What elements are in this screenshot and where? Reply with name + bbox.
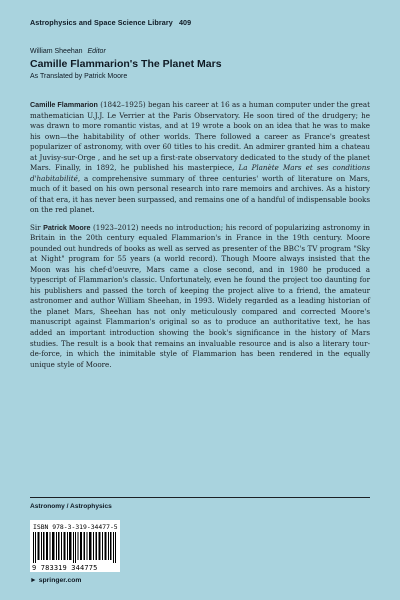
blurb-paragraph-flammarion	[30, 100, 370, 216]
flammarion-text-after: , a comprehensive summary of three centuries' worth of literature on Mars, much of it based on his own personal research into rare memoirs and archives. As a history of that era, it has never been surpassed, and remains one of a handful of indispensable books on the red planet.	[30, 173, 370, 215]
editor-name: William Sheehan	[30, 48, 83, 55]
book-title: Camille Flammarion's The Planet Mars	[30, 58, 222, 70]
website-text: springer.com	[38, 577, 82, 584]
editor-line	[30, 48, 106, 55]
moore-name: Patrick Moore	[43, 223, 91, 232]
series-number: 409	[178, 18, 192, 27]
moore-text: (1923–2012) needs no introduction; his record of popularizing astronomy in Britain in the 20th century equaled Flammarion's in France in the 19th century. Moore pounded out hundreds of books as well as served as presenter of the BBC's TV program "Sky at Night" program for 55 years (a world record). Though Moore always insisted that the Moon was his chef-d'oeuvre, Mars came a close second, and in 1980 he produced a typescript of Flammarion's classic. Unfortunately, even he found the project too daunting for his publishers and passed the torch of keeping the project alive to a friend, the amateur astronomer and author William Sheehan, in 1993. Widely regarded as a leading historian of the planet Mars, Sheehan has not only meticulously compared and corrected Moore's manuscript against Flammarion's original so as to produce an authoritative text, he has added an important introduction showing the book's significance in the history of Mars studies. The result is a book that remains an invaluable resource and is also a literary tour-de-force, in which the inimitable style of Flammarion has been rendered in the equally unique style of Moore.	[30, 222, 371, 369]
barcode-digits: 9 783319 344775	[32, 564, 98, 572]
arrow-icon: ►	[30, 577, 37, 584]
translator-line: As Translated by Patrick Moore	[30, 73, 128, 80]
divider-rule	[30, 497, 370, 498]
editor-role: Editor	[87, 48, 106, 55]
isbn-label: ISBN 978-3-319-34477-5	[33, 523, 118, 531]
series-line	[30, 18, 191, 27]
flammarion-book-title: La Planète Mars et ses conditions d'habitabilité	[30, 163, 370, 183]
back-cover-blurb	[30, 100, 370, 377]
series-name: Astrophysics and Space Science Library	[30, 18, 173, 27]
flammarion-name: Camille Flammarion	[30, 101, 98, 109]
flammarion-text: (1842–1925) began his career at 16 as a human computer under the great mathematician U.J.J. Le Verrier at the Paris Observatory. He soon tired of the drudgery; he was drawn to more romantic vistas, and at 19 wrote a book on an idea that he was to make his own—the habitability of other worlds. There followed a career as France's greatest popularizer of astronomy, with over 60 titles to his credit. An admirer granted him a chateau at Juvisy-sur-Orge , and he set up a first-rate observatory dedicated to the study of the planet Mars. Finally, in 1892, he published his masterpiece,	[30, 100, 370, 173]
publisher-website[interactable]	[30, 577, 81, 584]
blurb-paragraph-moore	[30, 223, 370, 371]
moore-prefix: Sir	[30, 222, 44, 232]
barcode-bars	[33, 532, 117, 563]
isbn-barcode	[30, 520, 120, 572]
subject-category: Astronomy / Astrophysics	[30, 503, 112, 510]
